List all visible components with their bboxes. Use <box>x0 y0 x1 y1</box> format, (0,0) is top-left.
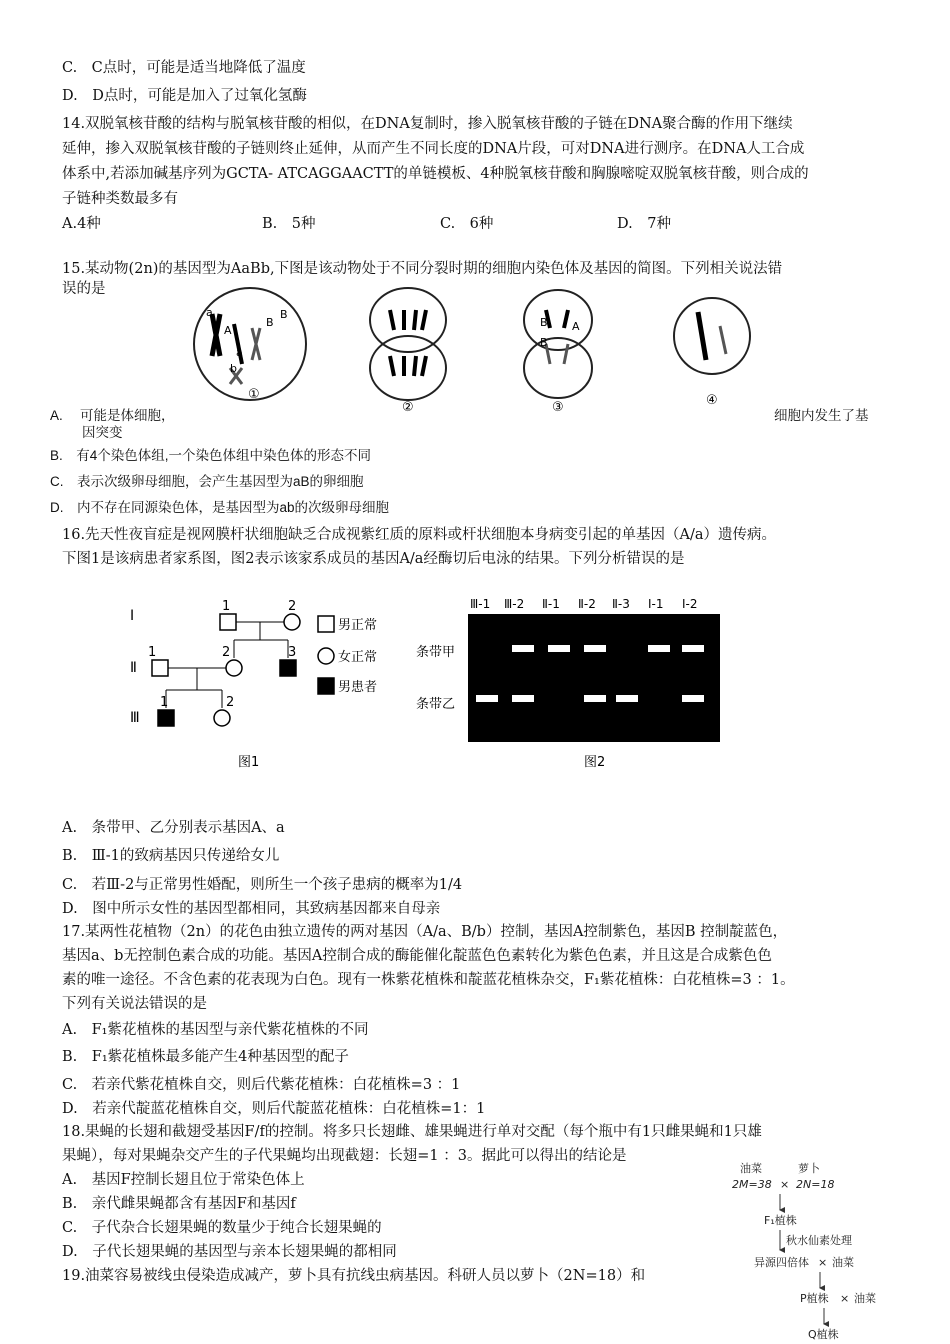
cell-label-2: ② <box>402 400 414 414</box>
gene-label: B <box>540 316 548 329</box>
q16-option-a: A. 条带甲、乙分别表示基因A、a <box>62 820 285 836</box>
gel-band <box>682 695 704 702</box>
cell-label-3: ③ <box>552 400 564 414</box>
pedigree-num: 1 <box>160 695 169 710</box>
gel-band <box>616 695 638 702</box>
q17-option-a: A. F₁紫花植株的基因型与亲代紫花植株的不同 <box>62 1022 369 1038</box>
q14-option-a: A.4种 <box>62 216 101 232</box>
q13-option-c: C. C点时，可能是适当地降低了温度 <box>62 60 306 76</box>
cell-3 <box>524 290 592 414</box>
cross-symbol: × <box>780 1178 790 1191</box>
q15-option-a-wrap: 因突变 <box>82 425 123 440</box>
q17-option-d: D. 若亲代靛蓝花植株自交，则后代靛蓝花植株：白花植株=1：1 <box>62 1101 486 1117</box>
lane-label: Ⅱ-1 <box>542 597 560 611</box>
q18-option-c: C. 子代杂合长翅果蝇的数量少于纯合长翅果蝇的 <box>62 1220 382 1236</box>
gel-band <box>584 695 606 702</box>
q15-cell-division-figure <box>190 284 770 414</box>
gene-label: A <box>572 320 580 333</box>
pedigree-num: 1 <box>148 645 157 660</box>
q18-option-b: B. 亲代雌果蝇都含有基因F和基因f <box>62 1196 296 1212</box>
lane-label: Ⅰ-2 <box>682 597 698 611</box>
colchicine-treatment: 秋水仙素处理 <box>786 1234 852 1247</box>
cell-label-1: ① <box>248 387 260 402</box>
pedigree-num: 2 <box>222 645 231 660</box>
q15-text-line1: 15.某动物(2n)的基因型为AaBb,下图是该动物处于不同分裂时期的细胞内染色体及基因的简图。下列相关说法错 <box>62 261 783 277</box>
figure-1-caption: 图1 <box>238 755 260 770</box>
q15-option-d: D. 内不存在同源染色体，是基因型为ab的次级卵母细胞 <box>50 500 390 515</box>
q16-option-b: B. Ⅲ-1的致病基因只传递给女儿 <box>62 848 280 864</box>
generation-3-label: Ⅲ <box>130 710 140 726</box>
rape-chromosome: 2M=38 <box>732 1178 772 1191</box>
gene-label: a <box>206 306 213 319</box>
pedigree-num: 2 <box>226 695 235 710</box>
q17-text-line3: 素的唯一途径。不含色素的花表现为白色。现有一株紫花植株和靛蓝花植株杂交，F₁紫花植株：白花植株=3 ：1。 <box>62 972 795 988</box>
lane-label: Ⅲ-1 <box>470 597 491 611</box>
pedigree-num: 1 <box>222 599 231 614</box>
q14-option-b: B. 5种 <box>262 216 316 232</box>
q18-option-d: D. 子代长翅果蝇的基因型与亲本长翅果蝇的都相同 <box>62 1244 397 1260</box>
q18-text-line1: 18.果蝇的长翅和截翅受基因F/f的控制。将多只长翅雌、雄果蝇进行单对交配（每个瓶中有1只雌果蝇和1只雄 <box>62 1124 762 1140</box>
q14-text-line3: 体系中,若添加碱基序列为GCTA- ATCAGGAACTT的单链模板、4种脱氧核苷酸和胸腺嘧啶双脱氧核苷酸，则合成的 <box>62 166 809 182</box>
q16-text-line1: 16.先天性夜盲症是视网膜杆状细胞缺乏合成视紫红质的原料或杆状细胞本身病变引起的单基因（A/a）遗传病。 <box>62 527 777 543</box>
pedigree-num: 2 <box>288 599 297 614</box>
q14-option-c: C. 6种 <box>440 216 494 232</box>
q19-breeding-flow <box>724 1158 896 1344</box>
radish-chromosome: 2N=18 <box>796 1178 835 1191</box>
q16-gel-figure <box>412 590 724 775</box>
q17-text-line1: 17.某两性花植物（2n）的花色由独立遗传的两对基因（A/a、B/b）控制，基因A控制紫色，基因B 控制靛蓝色， <box>62 924 788 940</box>
rape-2: 油菜 <box>832 1256 854 1269</box>
q17-text-line4: 下列有关说法错误的是 <box>62 996 207 1012</box>
q18-text-line2: 果蝇），每对果蝇杂交产生的子代果蝇均出现截翅：长翅=1 ：3。据此可以得出的结论是 <box>62 1148 627 1164</box>
cross-symbol-3: × <box>840 1292 850 1305</box>
parent-rape: 油菜 <box>740 1162 762 1175</box>
q15-option-b: B. 有4个染色体组,一个染色体组中染色体的形态不同 <box>50 448 372 463</box>
legend-male-normal: 男正常 <box>338 618 378 633</box>
gene-label: a <box>236 346 243 359</box>
gel-band <box>548 645 570 652</box>
lane-label: Ⅱ-3 <box>612 597 630 611</box>
gel-band <box>682 645 704 652</box>
gene-label: B <box>266 316 274 329</box>
gene-label: b <box>230 362 237 375</box>
q17-text-line2: 基因a、b无控制色素合成的功能。基因A控制合成的酶能催化靛蓝色色素转化为紫色色素，并且这是合成紫色色 <box>62 948 772 964</box>
q18-option-a: A. 基因F控制长翅且位于常染色体上 <box>62 1172 305 1188</box>
cell-4 <box>674 298 750 408</box>
generation-1-label: Ⅰ <box>130 608 135 624</box>
parent-radish: 萝卜 <box>798 1162 820 1175</box>
lane-label: Ⅱ-2 <box>578 597 596 611</box>
allotetraploid: 异源四倍体 <box>754 1256 809 1269</box>
q-plant: Q植株 <box>808 1328 839 1341</box>
generation-2-label: Ⅱ <box>130 660 137 676</box>
q14-text-line2: 延伸，掺入双脱氧核苷酸的子链则终止延伸，从而产生不同长度的DNA片段，可对DNA进行测序。在DNA人工合成 <box>62 141 805 157</box>
q14-text-line4: 子链种类数最多有 <box>62 191 178 207</box>
q13-option-d: D. D点时，可能是加入了过氧化氢酶 <box>62 88 307 104</box>
gene-label: B <box>280 308 288 321</box>
q14-text-line1: 14.双脱氧核苷酸的结构与脱氧核苷酸的相似，在DNA复制时，掺入脱氧核苷酸的子链在DNA聚合酶的作用下继续 <box>62 116 793 132</box>
q17-option-c: C. 若亲代紫花植株自交，则后代紫花植株：白花植株=3 ：1 <box>62 1077 461 1093</box>
q16-pedigree-figure <box>110 590 410 775</box>
cell-label-4: ④ <box>706 393 718 408</box>
gene-label: A <box>224 324 232 337</box>
q15-option-a: A. 可能是体细胞， <box>50 408 175 423</box>
cell-1 <box>194 288 306 402</box>
gel-band <box>584 645 606 652</box>
cross-symbol-2: × <box>818 1256 828 1269</box>
q19-text-line1: 19.油菜容易被线虫侵染造成减产，萝卜具有抗线虫病基因。科研人员以萝卜（2N=18）和 <box>62 1268 646 1284</box>
lane-label: Ⅰ-1 <box>648 597 664 611</box>
q15-text-line2: 误的是 <box>62 281 106 297</box>
gel-band <box>512 645 534 652</box>
q15-option-a-cont: 细胞内发生了基 <box>774 408 869 423</box>
figure-2-caption: 图2 <box>584 755 606 770</box>
pedigree-num: 3 <box>288 645 297 660</box>
q15-option-c: C. 表示次级卵母细胞，会产生基因型为aB的卵细胞 <box>50 474 364 489</box>
cell-2 <box>370 288 446 414</box>
gel-band <box>648 645 670 652</box>
rape-3: 油菜 <box>854 1292 876 1305</box>
p-plant: P植株 <box>800 1292 829 1305</box>
q16-option-c: C. 若Ⅲ-2与正常男性婚配，则所生一个孩子患病的概率为1/4 <box>62 877 463 893</box>
legend-female-normal: 女正常 <box>338 650 378 665</box>
q16-option-d: D. 图中所示女性的基因型都相同，其致病基因都来自母亲 <box>62 901 441 917</box>
gel-band <box>476 695 498 702</box>
legend-male-affected: 男患者 <box>338 680 378 695</box>
gene-label: B <box>540 336 548 349</box>
q14-option-d: D. 7种 <box>617 216 671 232</box>
f1-plant: F₁植株 <box>764 1214 797 1227</box>
lane-label: Ⅲ-2 <box>504 597 525 611</box>
band-a-label: 条带甲 <box>416 645 456 660</box>
gel-band <box>512 695 534 702</box>
q17-option-b: B. F₁紫花植株最多能产生4种基因型的配子 <box>62 1049 349 1065</box>
q16-text-line2: 下图1是该病患者家系图，图2表示该家系成员的基因A/a经酶切后电泳的结果。下列分析错误的是 <box>62 551 685 567</box>
band-b-label: 条带乙 <box>416 697 456 712</box>
